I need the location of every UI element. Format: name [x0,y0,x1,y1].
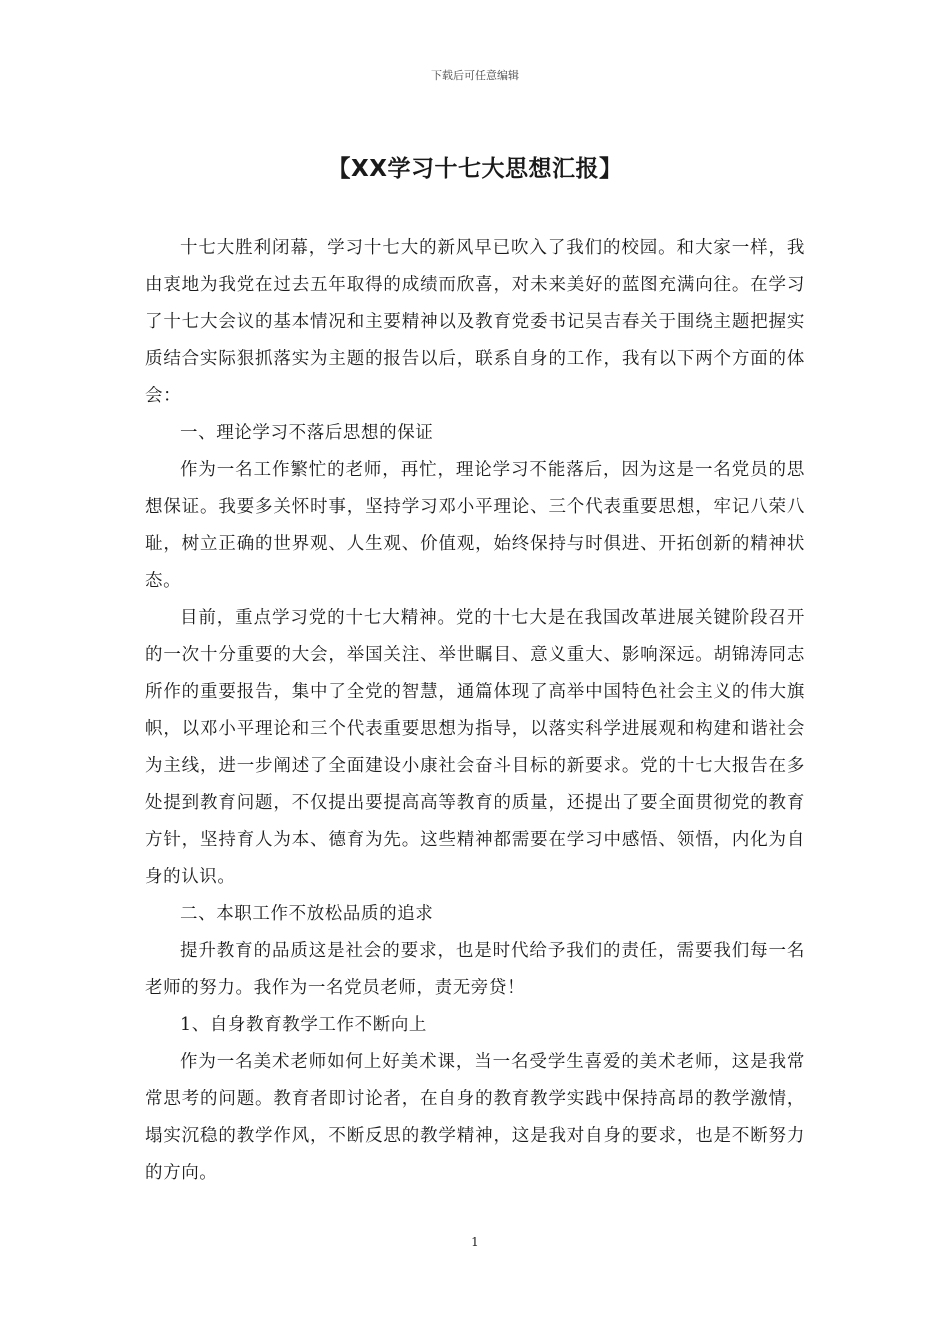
subsection-heading-1: 1、自身教育教学工作不断向上 [180,1015,428,1035]
paragraph: 作为一名工作繁忙的老师，再忙，理论学习不能落后，因为这是一名党员的思想保证。我要多关怀时事，坚持学习邓小平理论、三个代表重要思想，牢记八荣八耻，树立正确的世界观、人生观、价值观，始终保持与时俱进、开拓创新的精神状态。 [145,460,805,591]
document-body [145,230,805,1192]
header-note: 下载后可任意编辑 [431,69,519,82]
paragraph: 提升教育的品质这是社会的要求，也是时代给予我们的责任，需要我们每一名老师的努力。我作为一名党员老师，责无旁贷！ [145,941,805,998]
page-number: 1 [471,1235,479,1249]
section-heading-1: 一、理论学习不落后思想的保证 [180,423,434,443]
section-heading-2: 二、本职工作不放松品质的追求 [180,904,434,924]
paragraph: 目前，重点学习党的十七大精神。党的十七大是在我国改革进展关键阶段召开的一次十分重要的大会，举国关注、举世瞩目、意义重大、影响深远。胡锦涛同志所作的重要报告，集中了全党的智慧，通篇体现了高举中国特色社会主义的伟大旗帜，以邓小平理论和三个代表重要思想为指导，以落实科学进展观和构建和谐社会为主线，进一步阐述了全面建设小康社会奋斗目标的新要求。党的十七大报告在多处提到教育问题，不仅提出要提高高等教育的质量，还提出了要全面贯彻党的教育方针，坚持育人为本、德育为先。这些精神都需要在学习中感悟、领悟，内化为自身的认识。 [145,608,805,887]
document-title: 【XX学习十七大思想汇报】 [327,156,623,182]
paragraph: 作为一名美术老师如何上好美术课，当一名受学生喜爱的美术老师，这是我常常思考的问题。教育者即讨论者，在自身的教育教学实践中保持高昂的教学激情，塌实沉稳的教学作风，不断反思的教学精神，这是我对自身的要求，也是不断努力的方向。 [145,1052,805,1183]
paragraph-intro: 十七大胜利闭幕，学习十七大的新风早已吹入了我们的校园。和大家一样，我由衷地为我党在过去五年取得的成绩而欣喜，对未来美好的蓝图充满向往。在学习了十七大会议的基本情况和主要精神以及教育党委书记吴吉春关于围绕主题把握实质结合实际狠抓落实为主题的报告以后，联系自身的工作，我有以下两个方面的体会： [145,238,805,406]
